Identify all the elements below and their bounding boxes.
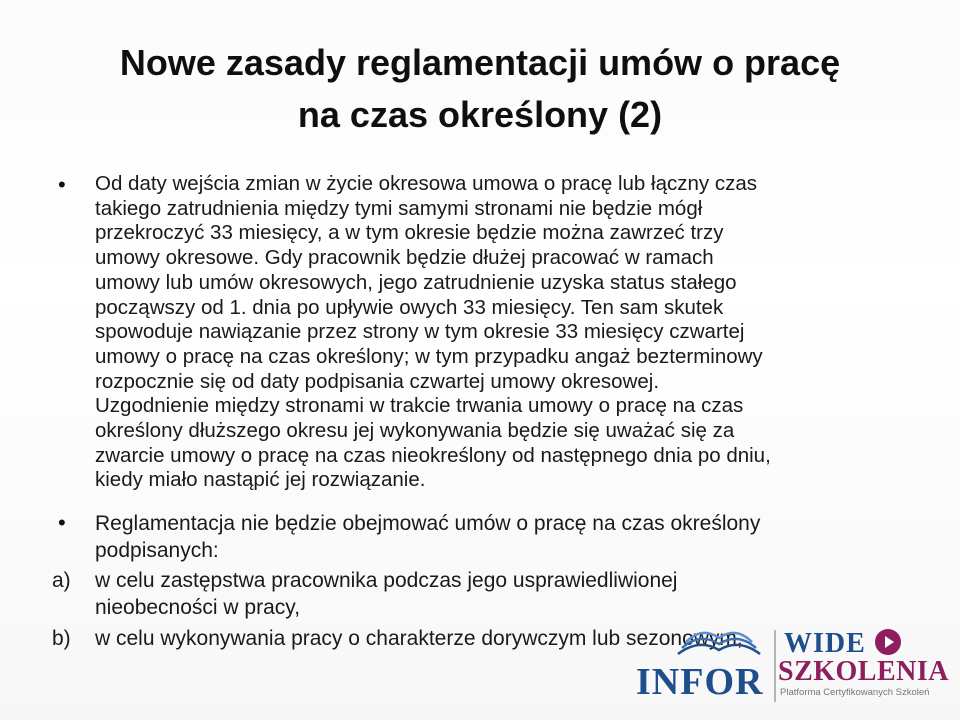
text-line: rozpocznie się od daty podpisania czwartej umowy okresowej. <box>95 369 660 393</box>
text-line: Reglamentacja nie będzie obejmować umów o pracę na czas określony <box>95 512 761 535</box>
bullet-marker: • <box>58 172 66 197</box>
text-line: Uzgodnienie między stronami w trakcie trwania umowy o pracę na czas <box>95 394 744 418</box>
szkolenia-wordmark: SZKOLENIA <box>778 656 949 687</box>
text-line: zwarcie umowy o pracę na czas nieokreślony od następnego dnia po dniu, <box>95 443 771 467</box>
text-line: określony dłuższego okresu jej wykonywania będzie się uważać się za <box>95 419 735 443</box>
slide-title-line-1: Nowe zasady reglamentacji umów o pracę <box>119 42 841 83</box>
text-line: umowy lub umów okresowych, jego zatrudnienie uzyska status stałego <box>95 270 737 294</box>
open-book-icon <box>674 624 764 662</box>
text-line: podpisanych: <box>95 539 219 562</box>
play-icon <box>874 628 902 656</box>
text-line: począwszy od 1. dnia po upływie owych 33 miesięcy. Ten sam skutek <box>95 295 724 319</box>
infor-wordmark: INFOR <box>636 661 764 703</box>
text-line: Od daty wejścia zmian w życie okresowa umowa o pracę lub łączny czas <box>95 172 757 195</box>
sub-item-label: a) <box>52 569 71 592</box>
slide-title-line-2: na czas określony (2) <box>297 94 663 135</box>
text-line: przekroczyć 33 miesięcy, a w tym okresie będzie można zawrzeć trzy <box>95 221 724 245</box>
bullet-text-1 <box>95 172 908 493</box>
text-line: nieobecności w pracy, <box>95 596 301 619</box>
text-line: w celu wykonywania pracy o charakterze dorywczym lub sezonowym, <box>95 627 743 650</box>
bullet-item-1 <box>58 172 908 493</box>
infor-wide-szkolenia-logo <box>636 626 949 708</box>
bullet-text-2 <box>95 510 908 564</box>
logo-tagline: Platforma Certyfikowanych Szkoleń <box>780 687 930 698</box>
text-line: spowoduje nawiązanie przez strony w tym okresie 33 miesięcy czwartej <box>95 320 745 344</box>
text-line: w celu zastępstwa pracownika podczas jego usprawiedliwionej <box>95 569 678 592</box>
text-line: kiedy miało nastąpić jej rozwiązanie. <box>95 468 426 492</box>
bullet-item-2 <box>58 510 908 564</box>
logo-divider <box>774 630 776 702</box>
bullet-marker: • <box>58 510 66 535</box>
text-line: umowy okresowe. Gdy pracownik będzie dłużej pracować w ramach <box>95 246 714 270</box>
sub-item-label: b) <box>52 627 71 650</box>
sub-item-a <box>52 567 912 621</box>
text-line: umowy o pracę na czas określony; w tym przypadku angaż bezterminowy <box>95 344 763 368</box>
sub-item-text <box>95 567 912 621</box>
wide-wordmark: WIDE <box>784 628 866 659</box>
text-line: takiego zatrudnienia między tymi samymi stronami nie będzie mógł <box>95 196 703 220</box>
